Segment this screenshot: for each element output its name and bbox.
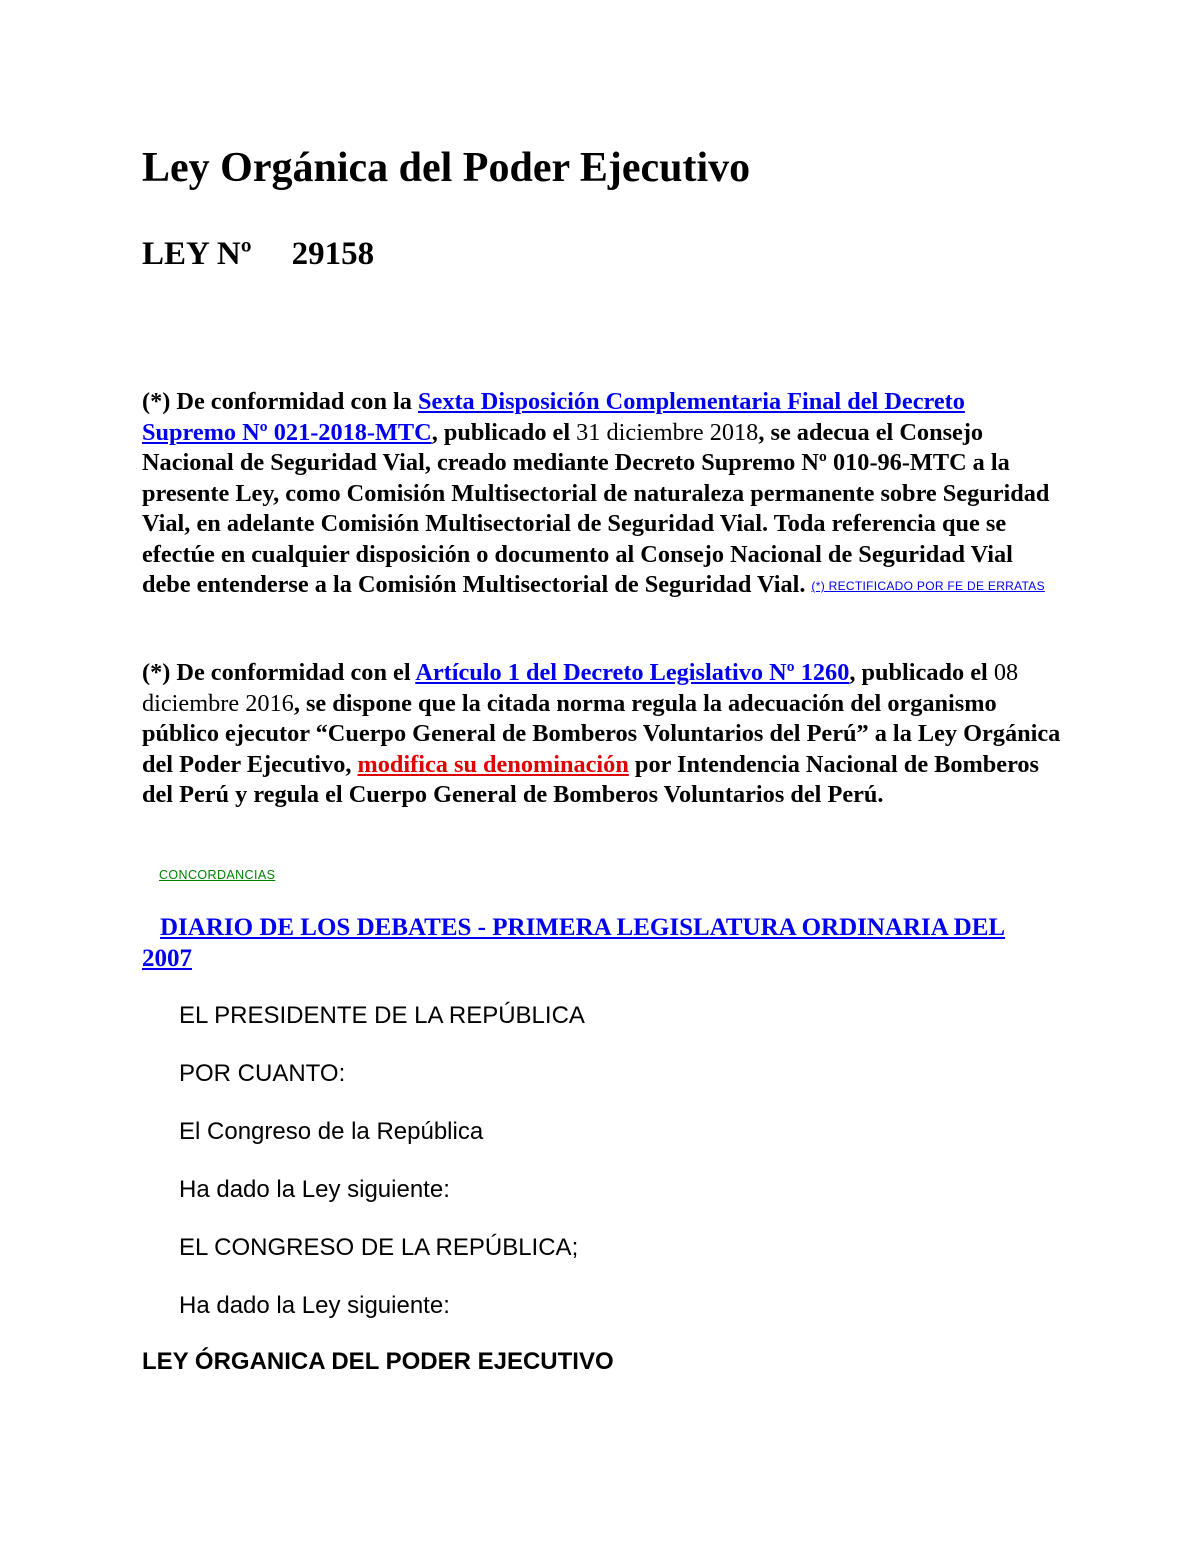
formula-line-ha-dado-2: Ha dado la Ley siguiente: <box>179 1292 450 1319</box>
decreto-legislativo-1260-link[interactable]: Artículo 1 del Decreto Legislativo Nº 1260 <box>415 659 850 686</box>
note2-date: 08 diciembre 2016 <box>142 659 1019 717</box>
formula-line-congreso-caps: EL CONGRESO DE LA REPÚBLICA; <box>179 1234 579 1261</box>
note-paragraph-1 <box>142 387 1062 602</box>
law-number-heading <box>142 236 374 273</box>
law-heading: LEY ÓRGANICA DEL PODER EJECUTIVO <box>142 1348 614 1375</box>
note-paragraph-2 <box>142 658 1062 811</box>
law-number-value: 29158 <box>291 236 375 272</box>
note1-date: 31 diciembre 2018 <box>576 418 759 446</box>
note1-after-link: , publicado el <box>431 418 577 446</box>
modifica-denominacion-link[interactable]: modifica su denominación <box>357 750 629 778</box>
note1-prefix: (*) De conformidad con la <box>142 388 419 415</box>
concordancias-link[interactable]: CONCORDANCIAS <box>159 868 276 882</box>
formula-line-presidente: EL PRESIDENTE DE LA REPÚBLICA <box>179 1002 585 1029</box>
document-title: Ley Orgánica del Poder Ejecutivo <box>142 145 751 191</box>
note2-body-1: , se dispone que la citada norma regula la adecuación del organismo público ejecutor “Cuerpo General de Bomberos Voluntarios del Perú” a la Ley Orgánica del Poder Ejecutivo, <box>142 689 1061 778</box>
formula-line-por-cuanto: POR CUANTO: <box>179 1060 346 1087</box>
note1-body: , se adecua el Consejo Nacional de Seguridad Vial, creado mediante Decreto Supremo Nº 010-96-MTC a la presente Ley, como Comisión Multisectorial de naturaleza permanente sobre Seguridad Vial, en adelante Comisión Multisectorial de Seguridad Vial. Toda referencia que se efectúe en cualquier disposición o documento al Consejo Nacional de Seguridad Vial debe entenderse a la Comisión Multisectorial de Seguridad Vial. <box>142 418 1050 598</box>
formula-line-ha-dado-1: Ha dado la Ley siguiente: <box>179 1176 450 1203</box>
note2-prefix: (*) De conformidad con el <box>142 659 416 686</box>
note2-after-link: , publicado el <box>849 659 994 686</box>
fe-de-erratas-link[interactable]: (*) RECTIFICADO POR FE DE ERRATAS <box>811 579 1045 593</box>
note2-body-2: por Intendencia Nacional de Bomberos del Perú y regula el Cuerpo General de Bomberos Voluntarios del Perú. <box>142 750 1040 808</box>
formula-line-congreso: El Congreso de la República <box>179 1118 484 1145</box>
law-number-label: LEY Nº <box>142 236 252 272</box>
decreto-supremo-021-2018-link[interactable]: Sexta Disposición Complementaria Final del Decreto Supremo Nº 021-2018-MTC <box>142 388 965 446</box>
diario-de-debates-link[interactable]: DIARIO DE LOS DEBATES - PRIMERA LEGISLATURA ORDINARIA DEL 2007 <box>142 914 1006 972</box>
